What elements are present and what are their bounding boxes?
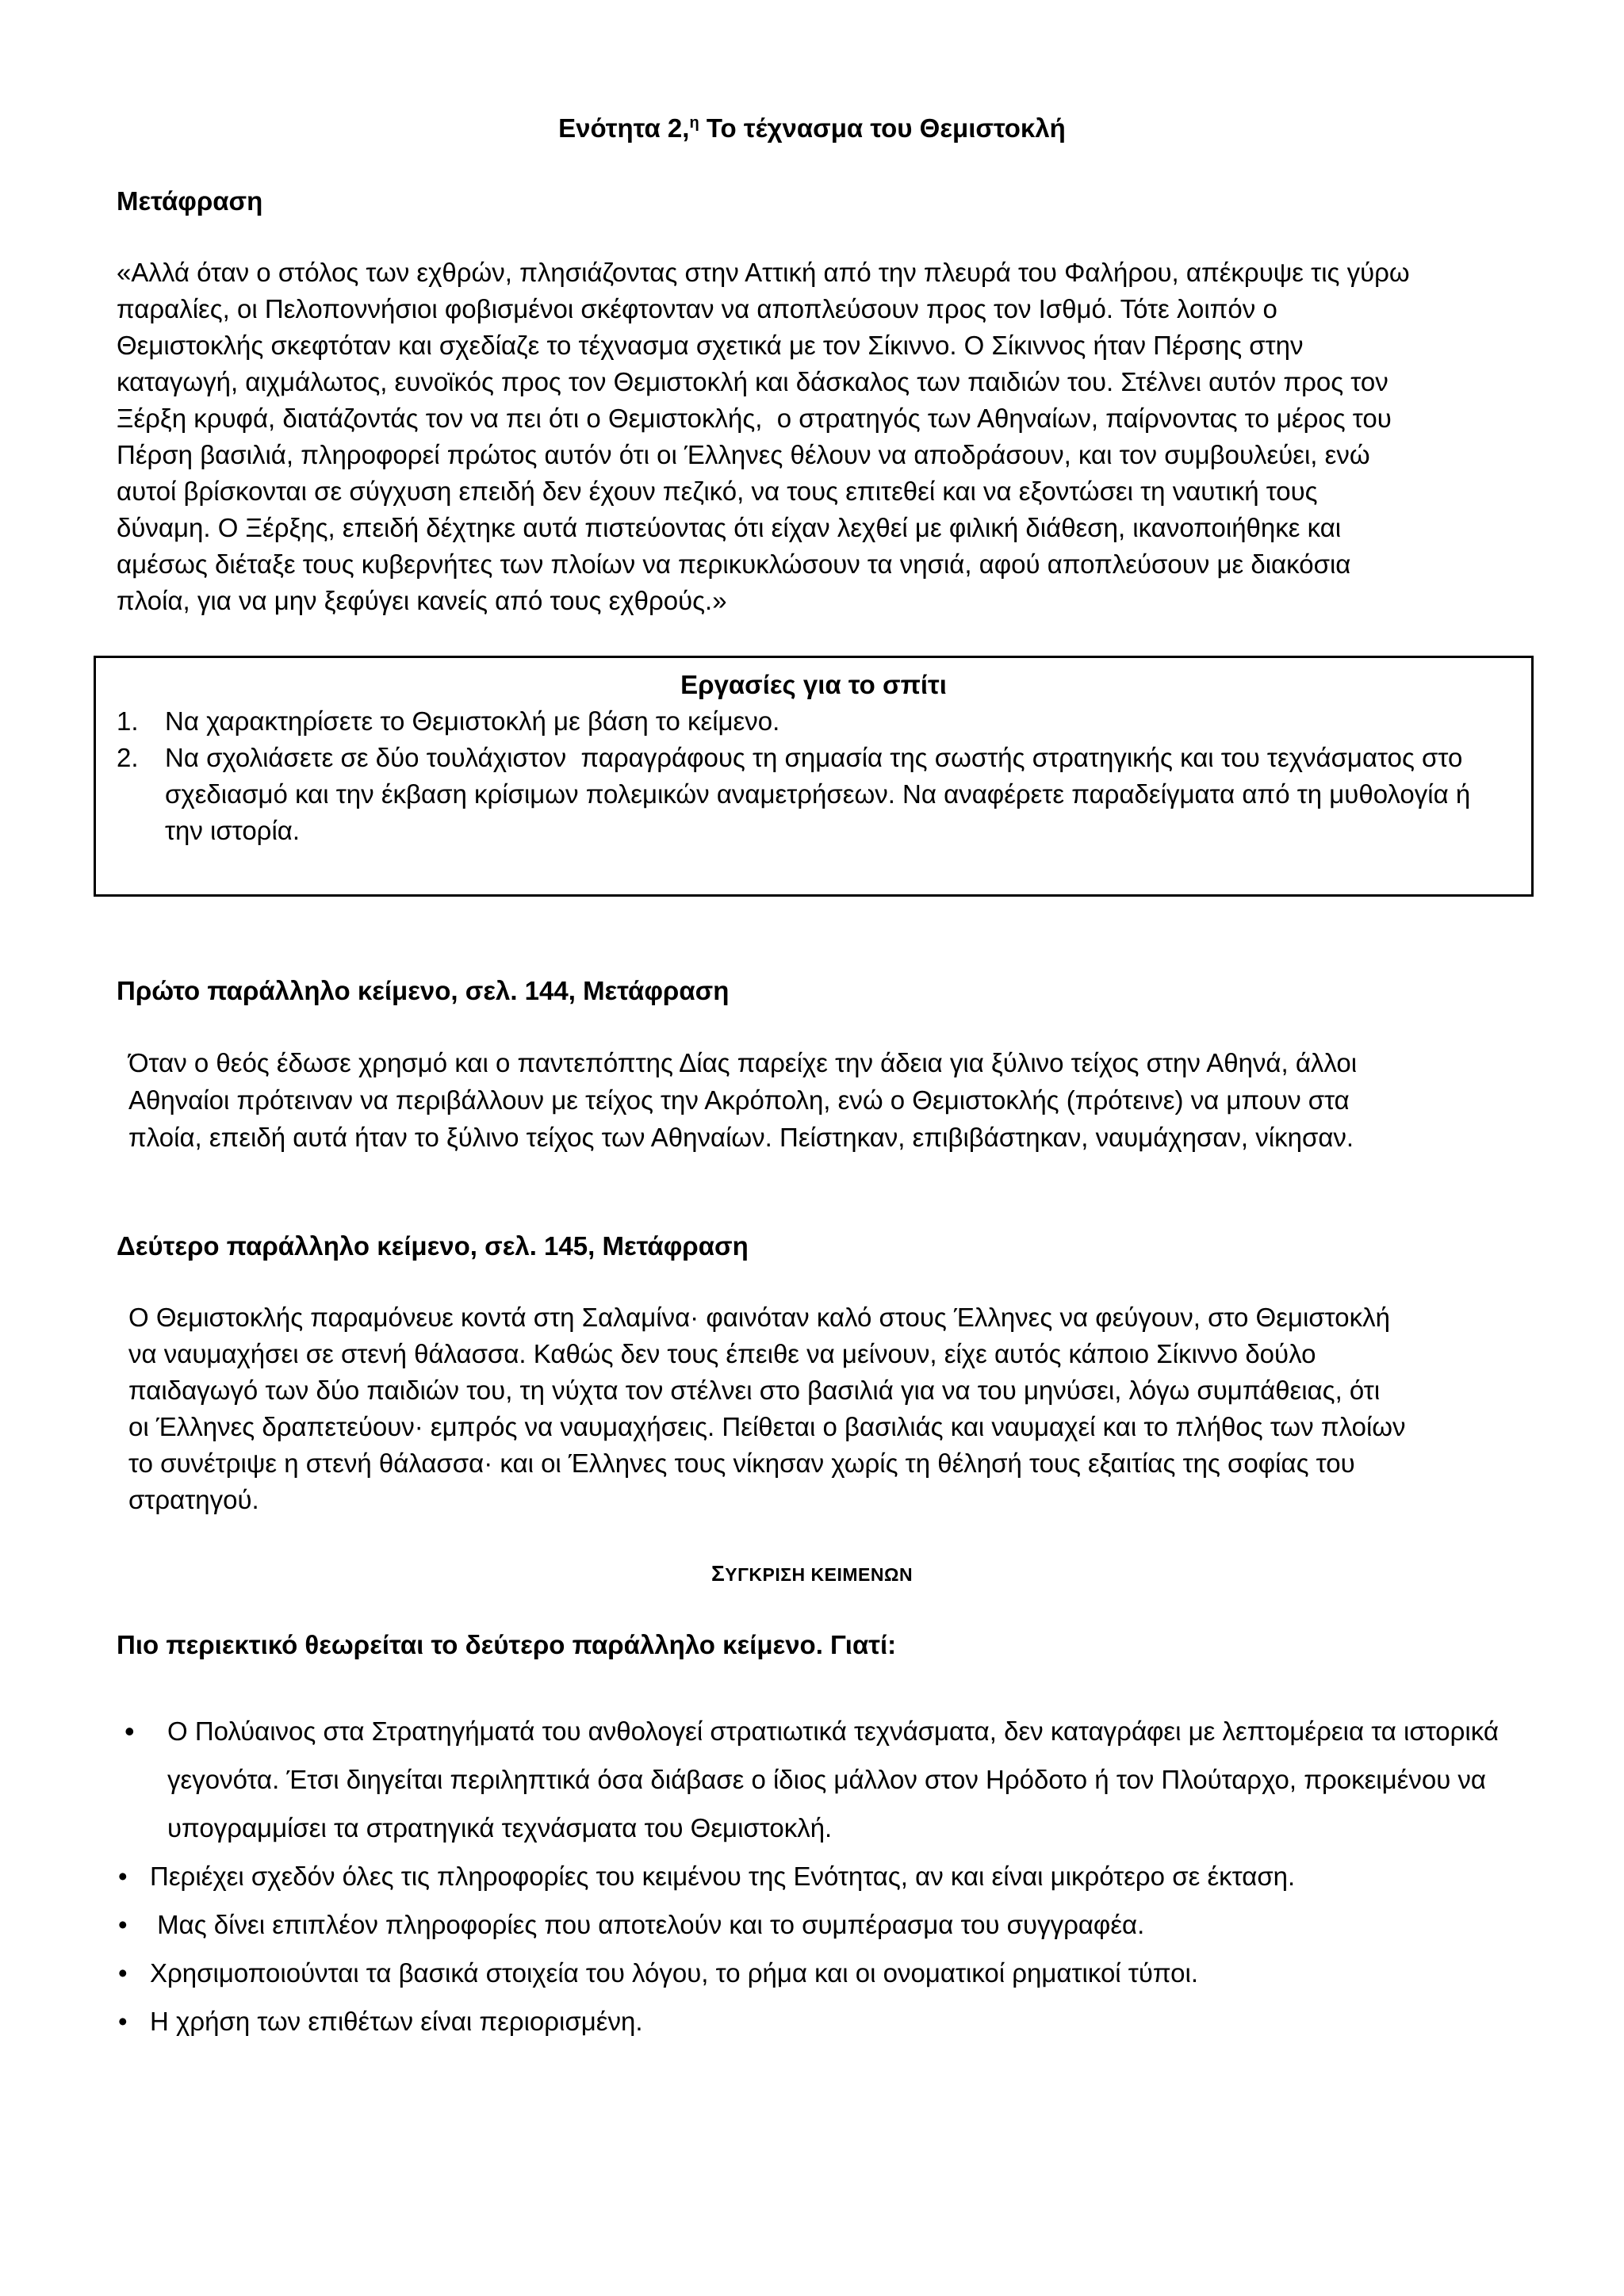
text-line: να ναυμαχήσει σε στενή θάλασσα. Καθώς δεν τους έπειθε να μείνουν, είχε αυτός κάποιο Σίκιννο δούλο [128,1339,1316,1368]
parallel-2-heading: Δεύτερο παράλληλο κείμενο, σελ. 145, Μετάφραση [117,1231,749,1261]
translation-heading: Μετάφραση [117,186,263,216]
parallel-1-paragraph [128,1044,1357,1156]
list-item-text: Περιέχει σχεδόν όλες τις πληροφορίες του κειμένου της Ενότητας, αν και είναι μικρότερο σε έκταση. [150,1862,1296,1891]
bullet-icon: • [118,1862,128,1891]
comparison-question: Πιο περιεκτικό θεωρείται το δεύτερο παράλληλο κείμενο. Γιατί: [117,1630,897,1659]
bullet-icon: • [118,1958,128,1988]
comparison-section-title: ΣΥΓΚΡΙΣΗ ΚΕΙΜΕΝΩΝ [710,1561,914,1586]
title-superscript: η [689,114,699,132]
list-item-text: Χρησιμοποιούνται τα βασικά στοιχεία του λόγου, το ρήμα και οι ονοματικοί ρηματικοί τύποι. [150,1958,1199,1988]
homework-item [96,703,1531,740]
text-line: παραλίες, οι Πελοποννήσιοι φοβισμένοι σκέφτονταν να αποπλεύσουν προς τον Ισθμό. Τότε λοιπόν ο [117,294,1277,323]
text-line: Θεμιστοκλής σκεφτόταν και σχεδίαζε το τέχνασμα σχετικά με τον Σίκιννο. Ο Σίκιννος ήταν Πέρσης στην [117,331,1304,360]
text-line: το συνέτριψε η στενή θάλασσα· και οι Έλληνες τους νίκησαν χωρίς τη θέλησή τους εξαιτίας της σοφίας του [128,1448,1355,1478]
list-item [0,1900,1507,1949]
parallel-1-heading: Πρώτο παράλληλο κείμενο, σελ. 144, Μετάφραση [117,976,730,1005]
bullet-icon: • [124,1715,135,1747]
list-item [0,1852,1507,1900]
comparison-points-list [0,1707,1507,2045]
homework-item-text: Να χαρακτηρίσετε το Θεμιστοκλή με βάση το κείμενο. [165,706,780,736]
text-line: Ξέρξη κρυφά, διατάζοντάς τον να πει ότι ο Θεμιστοκλής, ο στρατηγός των Αθηναίων, παίρνοντας το μέρος του [117,404,1392,433]
text-line: καταγωγή, αιχμάλωτος, ευνοϊκός προς τον Θεμιστοκλή και δάσκαλος των παιδιών του. Στέλνει αυτόν προς τον [117,367,1388,396]
text-line: αυτοί βρίσκονται σε σύγχυση επειδή δεν έχουν πεζικό, να τους επιτεθεί και να εξοντώσει τη ναυτική τους [117,476,1318,506]
text-line: Όταν ο θεός έδωσε χρησμό και ο παντεπόπτης Δίας παρείχε την άδεια για ξύλινο τείχος στην Αθηνά, άλλοι [128,1048,1358,1077]
homework-list [96,703,1531,849]
text-line: δύναμη. Ο Ξέρξης, επειδή δέχτηκε αυτά πιστεύοντας ότι είχαν λεχθεί με φιλική διάθεση, ικανοποιήθηκε και [117,513,1342,542]
homework-box [94,656,1534,897]
list-item [0,1997,1507,2045]
text-line: Αθηναίοι πρότειναν να περιβάλλουν με τείχος την Ακρόπολη, ενώ ο Θεμιστοκλής (πρότεινε) να μπουν στα [128,1085,1350,1115]
homework-item [96,740,1531,849]
text-line: Πέρση βασιλιά, πληροφορεί πρώτος αυτόν ότι οι Έλληνες θέλουν να αποδράσουν, και τον συμβουλεύει, ενώ [117,440,1370,469]
list-item-text: Μας δίνει επιπλέον πληροφορίες που αποτελούν και το συμπέρασμα του συγγραφέα. [150,1910,1145,1939]
list-item-text: Ο Πολύαινος στα Στρατηγήματά του ανθολογεί στρατιωτικά τεχνάσματα, δεν καταγράφει με λεπτομέρεια τα ιστορικά γεγονότα. Έτσι διηγείται περιληπτικά όσα διάβασε ο ίδιος μάλλον στον Ηρόδοτο ή τον Πλούταρχο, προκειμένου να υπογραμμίσει τα στρατηγικά τεχνάσματα του Θεμιστοκλή. [167,1716,1507,1843]
page-title [0,110,1624,147]
list-item-text: Η χρήση των επιθέτων είναι περιορισμένη. [150,2007,643,2036]
text-line: στρατηγού. [128,1485,259,1514]
list-item [0,1949,1507,1997]
text-line: οι Έλληνες δραπετεύουν· εμπρός να ναυμαχήσεις. Πείθεται ο βασιλιάς και ναυμαχεί και το πλήθος των πλοίων [128,1412,1406,1441]
bullet-icon: • [118,1910,128,1939]
list-item [0,1707,1507,1852]
homework-heading: Εργασίες για το σπίτι [680,670,947,699]
text-line: πλοία, για να μην ξεφύγει κανείς από τους εχθρούς.» [117,586,727,615]
homework-item-text: Να σχολιάσετε σε δύο τουλάχιστον παραγράφους τη σημασία της σωστής στρατηγικής και του τεχνάσματος στο σχεδιασμό και την έκβαση κρίσιμων πολεμικών αναμετρήσεων. Να αναφέρετε παραδείγματα από τη μυθολογία ή την ιστορία. [165,743,1478,845]
text-line: πλοία, επειδή αυτά ήταν το ξύλινο τείχος των Αθηναίων. Πείστηκαν, επιβιβάστηκαν, ναυμάχησαν, νίκησαν. [128,1123,1354,1152]
translation-paragraph [117,254,1410,619]
text-line: «Αλλά όταν ο στόλος των εχθρών, πλησιάζοντας στην Αττική από την πλευρά του Φαλήρου, απέκρυψε τις γύρω [117,258,1410,287]
homework-item-number: 2. [117,743,139,772]
title-prefix: Ενότητα 2, [558,113,690,143]
title-text: Το τέχνασμα του Θεμιστοκλή [699,113,1066,143]
text-line: παιδαγωγό των δύο παιδιών του, τη νύχτα τον στέλνει στο βασιλιά για να του μηνύσει, λόγω συμπάθειας, ότι [128,1376,1381,1405]
text-line: Ο Θεμιστοκλής παραμόνευε κοντά στη Σαλαμίνα· φαινόταν καλό στους Έλληνες να φεύγουν, στο Θεμιστοκλή [128,1303,1390,1332]
text-line: αμέσως διέταξε τους κυβερνήτες των πλοίων να περικυκλώσουν τα νησιά, αφού αποπλεύσουν με διακόσια [117,549,1351,579]
homework-item-number: 1. [117,706,139,736]
bullet-icon: • [118,2007,128,2036]
parallel-2-paragraph [128,1299,1406,1518]
